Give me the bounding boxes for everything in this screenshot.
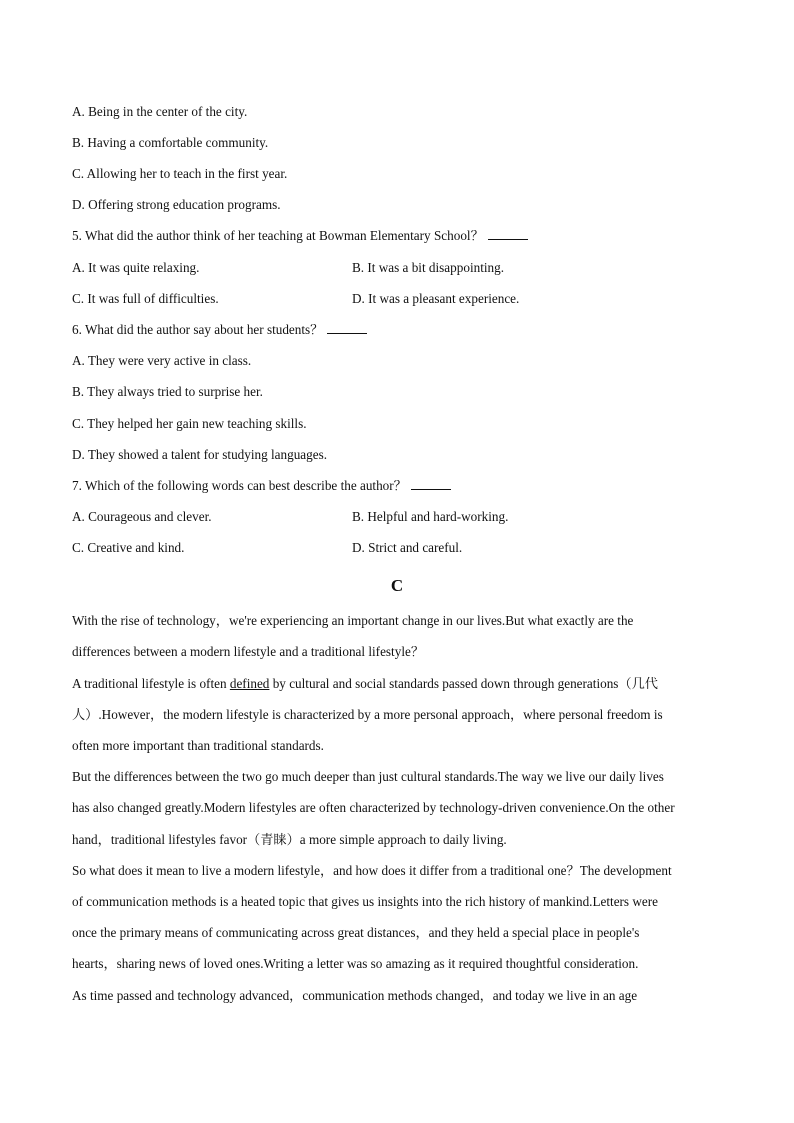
q5-option-b: B. It was a bit disappointing.	[352, 260, 505, 275]
passage-line: So what does it mean to live a modern lifestyle，and how does it differ from a traditional one？The development	[72, 863, 672, 878]
passage-text: A traditional lifestyle is often	[72, 676, 230, 691]
passage-line: But the differences between the two go much deeper than just cultural standards.The way we live our daily lives	[72, 769, 664, 784]
q6-stem-line	[72, 322, 367, 338]
q5-option-a: A. It was quite relaxing.	[72, 260, 200, 275]
q7-option-a: A. Courageous and clever.	[72, 509, 212, 524]
passage-line: With the rise of technology，we're experiencing an important change in our lives.But what exactly are the	[72, 613, 634, 628]
q6-option-d: D. They showed a talent for studying languages.	[72, 447, 328, 462]
passage-line	[72, 676, 658, 692]
q6-option-b: B. They always tried to surprise her.	[72, 384, 263, 399]
q7-stem: 7. Which of the following words can best describe the author？	[72, 478, 407, 493]
q5-answer-blank	[488, 228, 528, 240]
q7-option-c: C. Creative and kind.	[72, 540, 185, 555]
passage-line: often more important than traditional standards.	[72, 738, 324, 753]
passage-text: by cultural and social standards passed down through generations（几代	[269, 676, 658, 691]
q5-stem: 5. What did the author think of her teaching at Bowman Elementary School？	[72, 228, 484, 243]
passage-line: hearts，sharing news of loved ones.Writing a letter was so amazing as it required thoughtful consideration.	[72, 956, 639, 971]
q4-option-b: B. Having a comfortable community.	[72, 135, 269, 150]
q7-stem-line	[72, 478, 451, 494]
q4-option-d: D. Offering strong education programs.	[72, 197, 281, 212]
q6-option-a: A. They were very active in class.	[72, 353, 252, 368]
q6-answer-blank	[327, 322, 367, 334]
section-heading: C	[390, 576, 404, 595]
q7-option-b: B. Helpful and hard-working.	[352, 509, 509, 524]
q7-option-d: D. Strict and careful.	[352, 540, 463, 555]
q6-option-c: C. They helped her gain new teaching skills.	[72, 416, 307, 431]
passage-line: differences between a modern lifestyle and a traditional lifestyle？	[72, 644, 425, 659]
passage-line: hand，traditional lifestyles favor（青睐）a more simple approach to daily living.	[72, 832, 507, 847]
q5-stem-line	[72, 228, 528, 244]
passage-line: of communication methods is a heated topic that gives us insights into the rich history of mankind.Letters were	[72, 894, 658, 909]
q4-option-a: A. Being in the center of the city.	[72, 104, 248, 119]
q4-option-c: C. Allowing her to teach in the first year.	[72, 166, 288, 181]
q7-answer-blank	[411, 478, 451, 490]
passage-line: 人）.However，the modern lifestyle is characterized by a more personal approach，where personal freedom is	[72, 707, 663, 722]
passage-line: has also changed greatly.Modern lifestyles are often characterized by technology-driven convenience.On the other	[72, 800, 675, 815]
underlined-word: defined	[229, 676, 270, 691]
q5-option-c: C. It was full of difficulties.	[72, 291, 219, 306]
passage-line: once the primary means of communicating across great distances，and they held a special place in people's	[72, 925, 640, 940]
passage-line: As time passed and technology advanced，communication methods changed，and today we live in an age	[72, 988, 638, 1003]
q5-option-d: D. It was a pleasant experience.	[352, 291, 520, 306]
q6-stem: 6. What did the author say about her students？	[72, 322, 324, 337]
